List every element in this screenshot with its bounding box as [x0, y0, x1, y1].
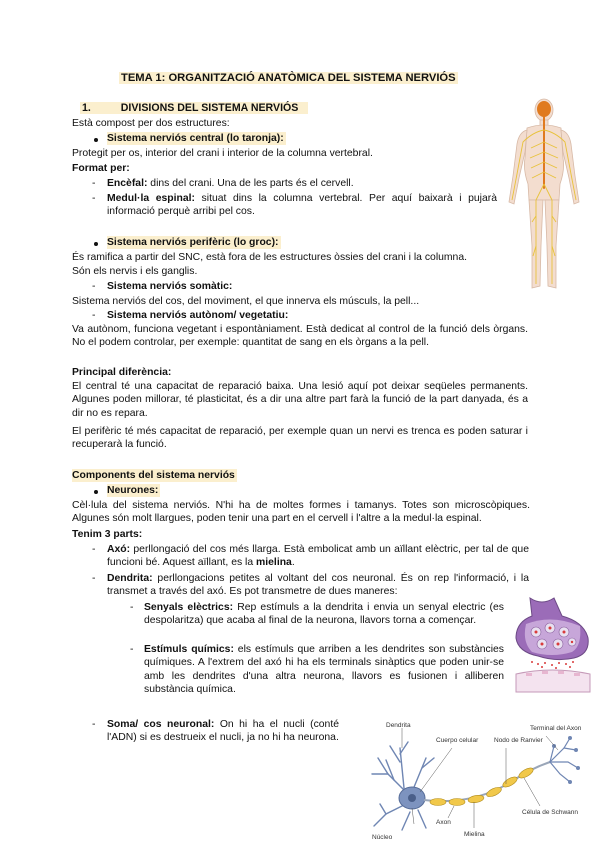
neurones-bullet: Neurones: — [107, 485, 159, 496]
senyals-item — [144, 601, 504, 628]
dash-marker: - — [92, 719, 96, 730]
encefal-text: dins del crani. Una de les parts és el cervell. — [147, 178, 354, 189]
bullet-dot — [94, 138, 98, 142]
intro-text: Està compost per dos estructures: — [72, 118, 230, 129]
dash-marker: - — [92, 310, 96, 321]
peripheral-text-1: És ramifica a partir del SNC, està fora de les estructures òssies del crani i la columna. — [72, 252, 468, 263]
dash-marker: - — [92, 544, 96, 555]
label-mielina: Mielina — [464, 831, 485, 838]
dendrita-text: perllongacions petites al voltant del cos neuronal. És on rep l'informació, i la transmet a través del axó. Es pot transmetre de dues maneres: — [107, 573, 529, 598]
section-title: DIVISIONS DEL SISTEMA NERVIÓS — [120, 102, 299, 114]
label-nodo: Nodo de Ranvier — [494, 737, 543, 744]
parts-label: Tenim 3 parts: — [72, 529, 143, 540]
dash-marker: - — [92, 281, 96, 292]
medulla-item — [107, 192, 497, 219]
axo-item — [107, 543, 529, 570]
format-label: Format per: — [72, 163, 130, 174]
mielina-word: mielina — [256, 557, 292, 569]
difference-label: Principal diferència: — [72, 367, 172, 378]
senyals-label: Senyals elèctrics: — [144, 602, 234, 613]
soma-text: On hi ha el nucli (conté l'ADN) si es destrueix el nucli, ja no hi ha neurona. — [107, 719, 339, 744]
nervous-system-body-illustration — [505, 96, 583, 296]
somatic-text: Sistema nerviós del cos, del moviment, el que innerva els músculs, la pell... — [72, 296, 420, 307]
soma-label: Soma/ cos neuronal: — [107, 719, 215, 730]
document-title: TEMA 1: ORGANITZACIÓ ANATÒMICA DEL SISTEMA NERVIÓS — [121, 72, 456, 84]
quimics-text: els estímuls que arriben a les dendrites son substàncies químiques. A l'extrem del axó hi ha els terminals sinàptics que poden unir-se amb les dendrites d'una altra neurona, llavors es fusionen i alliberen substància química. — [144, 644, 504, 696]
dash-marker: - — [92, 573, 96, 584]
dash-marker: - — [92, 178, 96, 189]
section-number: 1. — [82, 102, 91, 114]
medulla-text: situat dins la columna vertebral. Per aquí baixarà i pujarà informació perquè arribi pel cos. — [107, 193, 497, 218]
dash-marker: - — [130, 644, 134, 655]
dash-marker: - — [130, 602, 134, 613]
peripheral-text-2: Són els nervis i els ganglis. — [72, 266, 198, 277]
peripheral-bullet: Sistema nerviós perifèric (lo groc): — [107, 237, 279, 248]
axo-label: Axó: — [107, 544, 131, 555]
neurones-text: Cèl·lula del sistema nerviós. N'hi ha de moltes formes i tamanys. Totes son microscòpiques. Algunes són molt llargues, poden tenir una part en el cervell i l'altre a la medul·la espinal. — [72, 500, 530, 525]
central-bullet: Sistema nerviós central (lo taronja): — [107, 133, 284, 144]
encefal-label: Encèfal: — [107, 178, 148, 189]
quimics-item — [144, 643, 504, 697]
label-schwann: Célula de Schwann — [522, 809, 579, 816]
bullet-dot — [94, 490, 98, 494]
dash-marker: - — [92, 193, 96, 204]
autonomic-text: Va autònom, funciona vegetant i espontàniament. Està dedicat al control de la funció dels òrgans. No el podem controlar, per exemple: quantitat de sang en els òrgans a la pell. — [72, 324, 528, 349]
axo-text: perllongació del cos més llarga. Està embolicat amb un aïllant elèctric, per tal de que funcioni bé. Aquest aïllant, es la — [107, 544, 529, 569]
dendrita-item — [107, 572, 529, 599]
quimics-label: Estímuls químics: — [144, 644, 234, 655]
medulla-label: Medul·la espinal: — [107, 193, 195, 204]
autonomic-label: Sistema nerviós autònom/ vegetatiu: — [107, 310, 289, 321]
encefal-item — [107, 177, 354, 190]
central-text: Protegit per os, interior del crani i interior de la columna vertebral. — [72, 148, 373, 159]
axo-end: . — [291, 557, 295, 569]
difference-text-1: El central té una capacitat de reparació baixa. Una lesió aquí pot deixar seqüeles permanents. Algunes poden millorar, té plasticitat, és a dir una altre part farà la funció de la part danyada, és a dir no es repara. — [72, 381, 528, 419]
difference-text-2: El perifèric té més capacitat de reparació, per exemple quan un nervi es trenca es poden saturar i recuperarà la funció. — [72, 426, 528, 451]
synapse-illustration — [512, 596, 594, 694]
label-nucleo: Núcleo — [372, 834, 393, 841]
label-dendrita: Dendrita — [386, 722, 411, 729]
neuron-diagram — [364, 718, 584, 842]
bullet-dot — [94, 242, 98, 246]
soma-item — [107, 718, 339, 745]
dendrita-label: Dendrita: — [107, 573, 153, 584]
somatic-label: Sistema nerviós somàtic: — [107, 281, 233, 292]
label-axon: Axon — [436, 819, 451, 826]
label-terminal: Terminal del Axon — [530, 725, 582, 732]
section-heading-divisions — [80, 102, 308, 114]
senyals-text: Rep estímuls a la dendrita i envia un senyal electric (es despolaritza) que acaba al final de la neurona, llavors torna a començar. — [144, 602, 504, 627]
components-heading: Components del sistema nerviós — [72, 470, 235, 481]
label-cuerpo: Cuerpo celular — [436, 737, 479, 744]
